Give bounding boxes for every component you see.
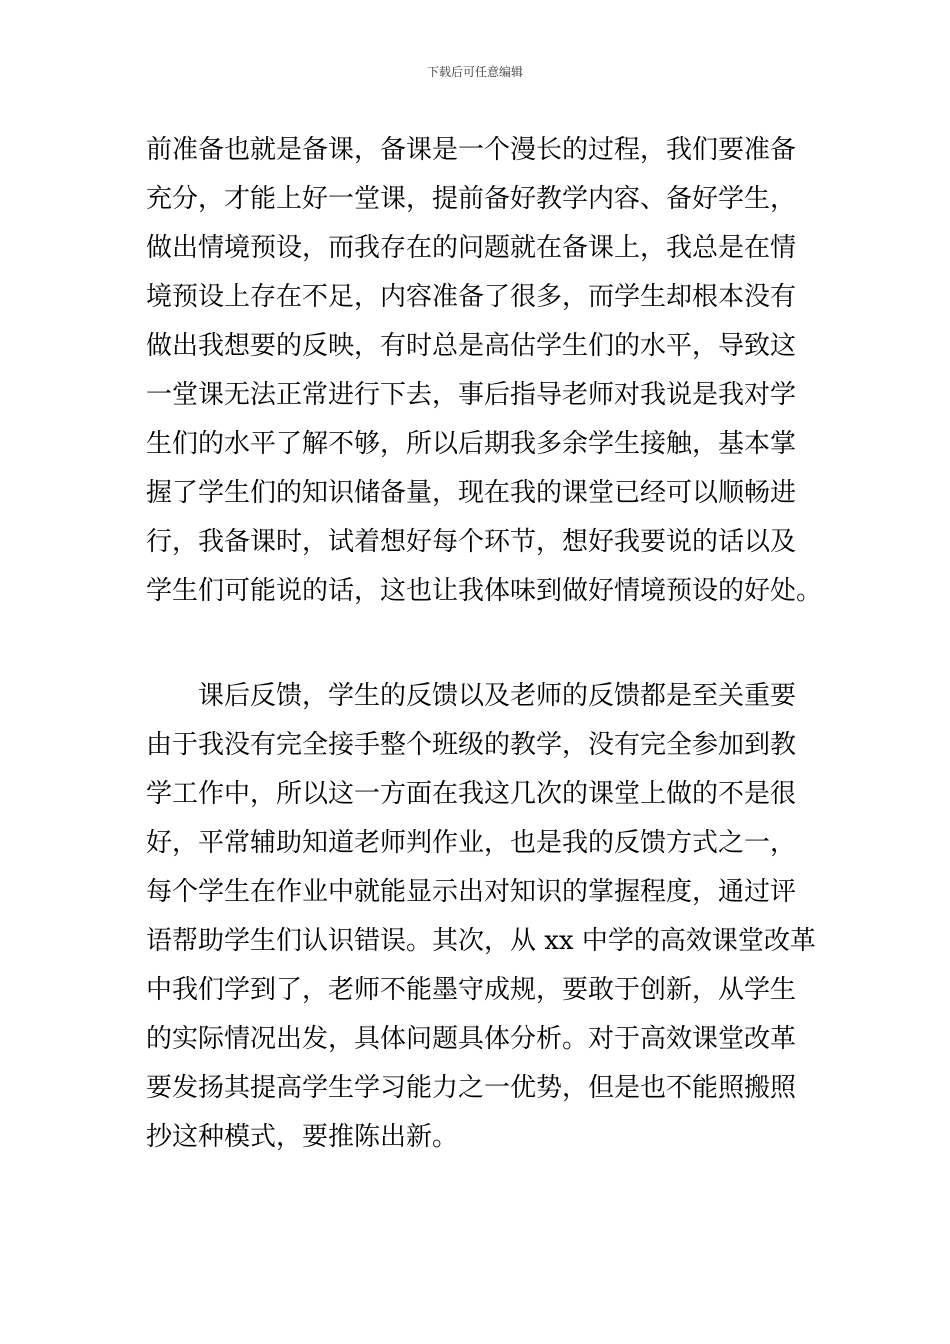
paragraph-line: 每个学生在作业中就能显示出对知识的掌握程度，通过评 xyxy=(146,877,797,907)
paragraph-line: 要发扬其提高学生学习能力之一优势，但是也不能照搬照 xyxy=(146,1073,797,1103)
paragraph-line: 中我们学到了，老师不能墨守成规，要敢于创新，从学生 xyxy=(146,975,797,1005)
paragraph-line: 充分，才能上好一堂课，提前备好教学内容、备好学生， xyxy=(146,184,797,214)
paragraph-line: 由于我没有完全接手整个班级的教学，没有完全参加到教 xyxy=(146,730,797,760)
paragraph-line: 学生们可能说的话，这也让我体味到做好情境预设的好处。 xyxy=(146,576,823,606)
paragraph-line: 一堂课无法正常进行下去，事后指导老师对我说是我对学 xyxy=(146,380,797,410)
paragraph-line: 学工作中，所以这一方面在我这几次的课堂上做的不是很 xyxy=(146,779,797,809)
paragraph-line: 抄这种模式，要推陈出新。 xyxy=(146,1122,459,1152)
paragraph-line: 的实际情况出发，具体问题具体分析。对于高效课堂改革 xyxy=(146,1024,797,1054)
paragraph-line: 做出我想要的反映，有时总是高估学生们的水平，导致这 xyxy=(146,331,797,361)
paragraph-line: 境预设上存在不足，内容准备了很多，而学生却根本没有 xyxy=(146,282,797,312)
page-header: 下载后可任意编辑 xyxy=(426,65,523,79)
paragraph-line: 握了学生们的知识储备量，现在我的课堂已经可以顺畅进 xyxy=(146,478,797,508)
paragraph-line: 好，平常辅助知道老师判作业，也是我的反馈方式之一， xyxy=(146,828,797,858)
paragraph-line: 生们的水平了解不够，所以后期我多余学生接触，基本掌 xyxy=(146,429,797,459)
paragraph-line: 行，我备课时，试着想好每个环节，想好我要说的话以及 xyxy=(146,527,797,557)
paragraph-line: 课后反馈，学生的反馈以及老师的反馈都是至关重要 xyxy=(198,681,797,711)
paragraph-line: 语帮助学生们认识错误。其次，从 xx 中学的高效课堂改革 xyxy=(146,926,816,956)
paragraph-line: 前准备也就是备课，备课是一个漫长的过程，我们要准备 xyxy=(146,135,797,165)
paragraph-line: 做出情境预设，而我存在的问题就在备课上，我总是在情 xyxy=(146,233,797,263)
